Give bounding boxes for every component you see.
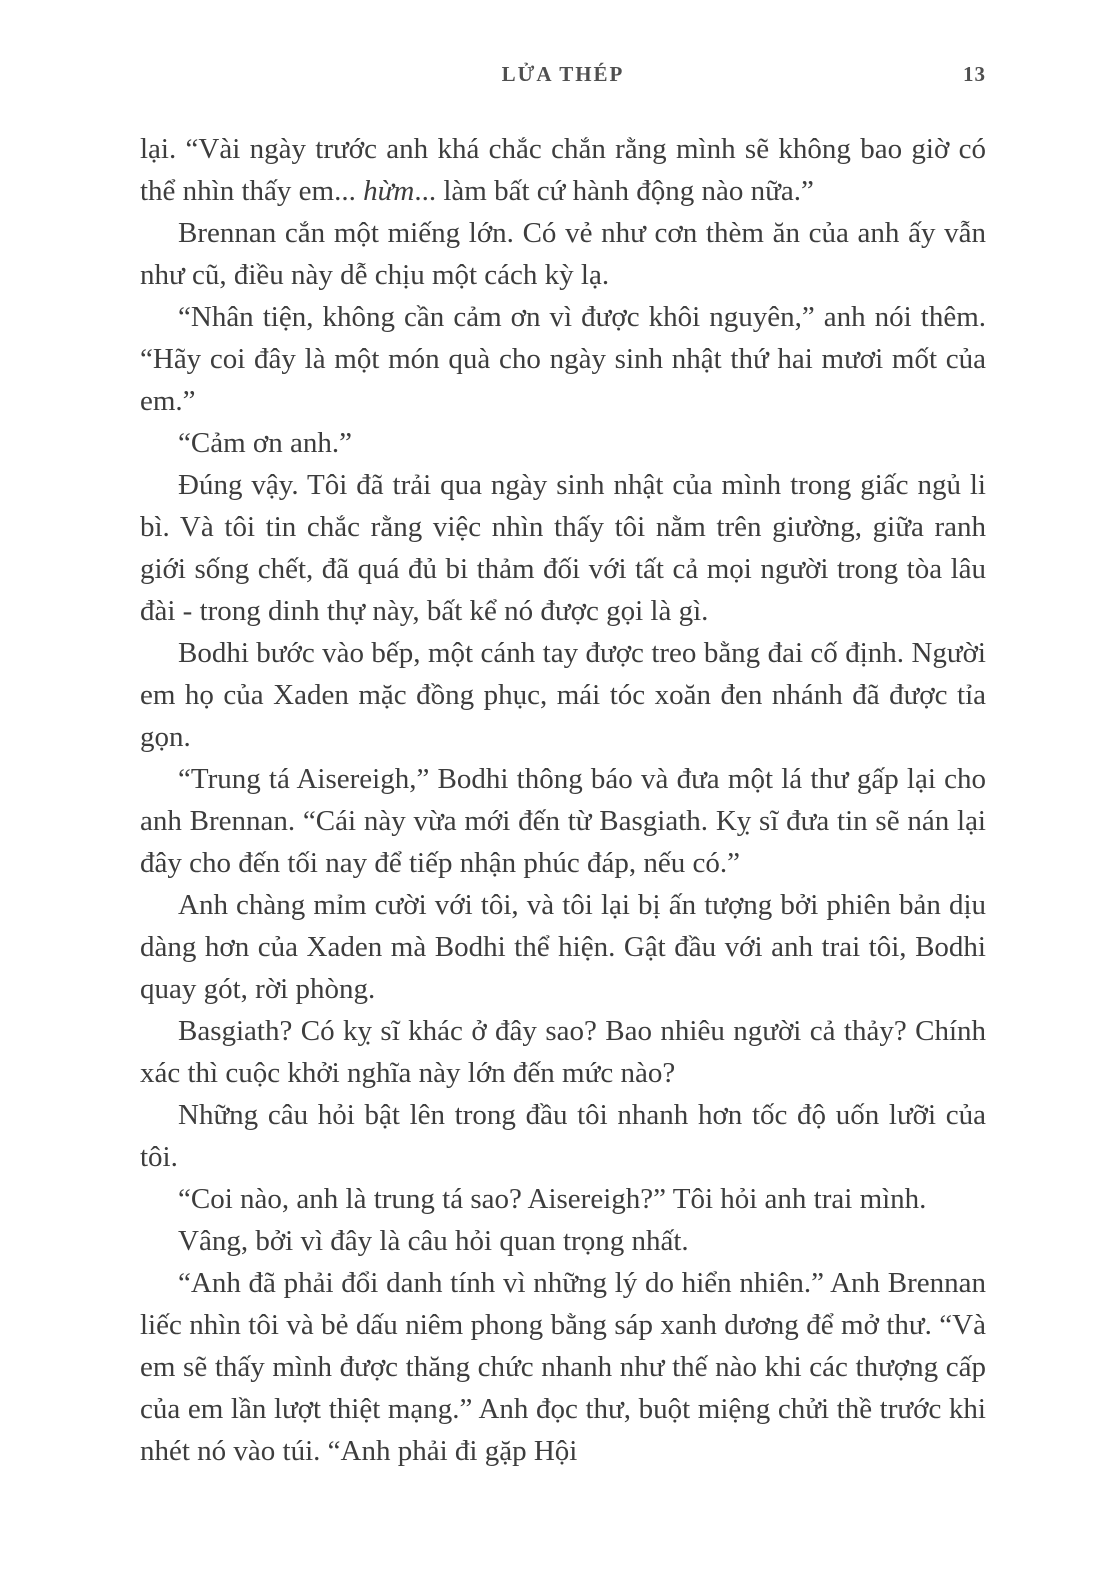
paragraph	[140, 1094, 986, 1178]
text-run: Brennan cắn một miếng lớn. Có vẻ như cơn thèm ăn của anh ấy vẫn như cũ, điều này dễ chịu một cách kỳ lạ.	[140, 217, 986, 291]
paragraph	[140, 1262, 986, 1472]
paragraph	[140, 884, 986, 1010]
running-header	[140, 62, 986, 87]
text-run: Bodhi bước vào bếp, một cánh tay được treo bằng đai cố định. Người em họ của Xaden mặc đồng phục, mái tóc xoăn đen nhánh đã được tỉa gọn.	[140, 637, 986, 753]
paragraph	[140, 422, 986, 464]
text-run: “Anh đã phải đổi danh tính vì những lý do hiển nhiên.” Anh Brennan liếc nhìn tôi và bẻ dấu niêm phong bằng sáp xanh dương để mở thư. “Và em sẽ thấy mình được thăng chức nhanh như thế nào khi các thượng cấp của em lần lượt thiệt mạng.” Anh đọc thư, buột miệng chửi thề trước khi nhét nó vào túi. “Anh phải đi gặp Hội	[140, 1267, 986, 1467]
paragraph	[140, 632, 986, 758]
paragraph	[140, 1178, 986, 1220]
paragraph	[140, 464, 986, 632]
text-run: “Nhân tiện, không cần cảm ơn vì được khôi nguyên,” anh nói thêm. “Hãy coi đây là một món quà cho ngày sinh nhật thứ hai mươi mốt của em.”	[140, 301, 986, 417]
text-run: lại. “Vài ngày trước anh khá chắc chắn rằng mình sẽ không bao giờ có thể nhìn thấy em...	[140, 133, 986, 207]
text-run: Những câu hỏi bật lên trong đầu tôi nhanh hơn tốc độ uốn lưỡi của tôi.	[140, 1099, 986, 1173]
text-run: “Cảm ơn anh.”	[178, 427, 352, 459]
text-run: Vâng, bởi vì đây là câu hỏi quan trọng nhất.	[178, 1225, 689, 1257]
paragraph	[140, 1220, 986, 1262]
running-header-title: LỬA THÉP	[501, 62, 625, 86]
paragraph	[140, 212, 986, 296]
text-run: ... làm bất cứ hành động nào nữa.”	[414, 175, 814, 207]
text-run: “Trung tá Aisereigh,” Bodhi thông báo và đưa một lá thư gấp lại cho anh Brennan. “Cái này vừa mới đến từ Basgiath. Kỵ sĩ đưa tin sẽ nán lại đây cho đến tối nay để tiếp nhận phúc đáp, nếu có.”	[140, 763, 986, 879]
page-body	[140, 128, 986, 1472]
paragraph	[140, 758, 986, 884]
paragraph	[140, 128, 986, 212]
paragraph	[140, 1010, 986, 1094]
paragraph	[140, 296, 986, 422]
text-run: “Coi nào, anh là trung tá sao? Aisereigh?” Tôi hỏi anh trai mình.	[178, 1183, 927, 1215]
page-number: 13	[963, 62, 986, 86]
italic-text-run: hừm	[363, 175, 415, 207]
text-run: Basgiath? Có kỵ sĩ khác ở đây sao? Bao nhiêu người cả thảy? Chính xác thì cuộc khởi nghĩa này lớn đến mức nào?	[140, 1015, 986, 1089]
text-run: Đúng vậy. Tôi đã trải qua ngày sinh nhật của mình trong giấc ngủ li bì. Và tôi tin chắc rằng việc nhìn thấy tôi nằm trên giường, giữa ranh giới sống chết, đã quá đủ bi thảm đối với tất cả mọi người trong tòa lâu đài - trong dinh thự này, bất kể nó được gọi là gì.	[140, 469, 986, 627]
text-run: Anh chàng mỉm cười với tôi, và tôi lại bị ấn tượng bởi phiên bản dịu dàng hơn của Xaden mà Bodhi thể hiện. Gật đầu với anh trai tôi, Bodhi quay gót, rời phòng.	[140, 889, 986, 1005]
